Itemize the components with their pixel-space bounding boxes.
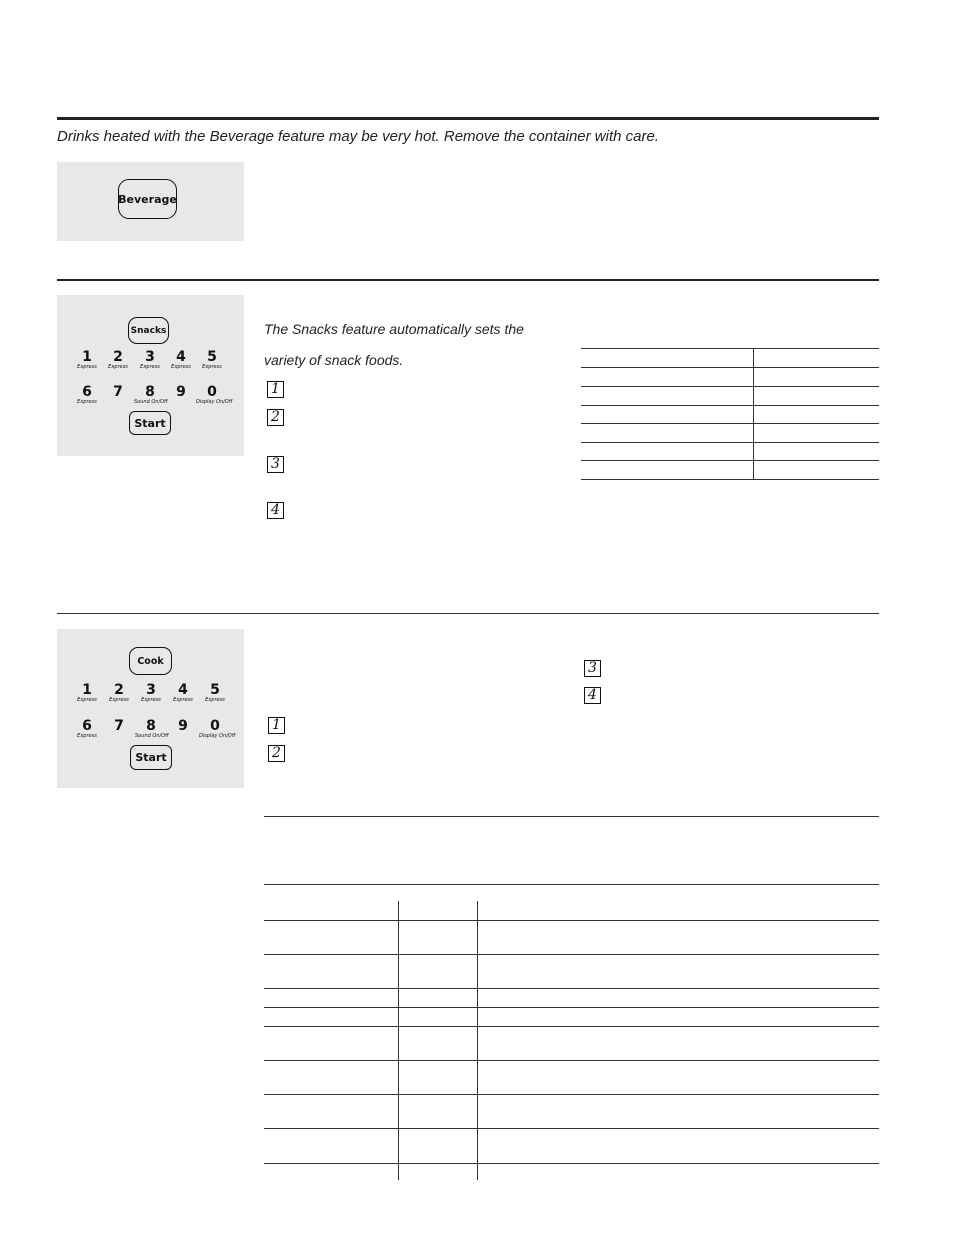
table-row [264,920,879,921]
snacks-step-1-icon: 1 [267,381,284,398]
keypad-key-1[interactable]: 1 Express [77,349,97,370]
start-button[interactable]: Start [129,411,171,435]
cook-subsection-rule [264,816,879,817]
table-row [264,884,879,885]
table-row [264,988,879,989]
table-column-divider [398,901,399,1180]
table-row [264,1007,879,1008]
keypad-key-9[interactable]: 9 [176,384,186,400]
keypad-key-6[interactable]: 6 Express [77,718,97,739]
table-row [264,1163,879,1164]
cook-table [264,884,879,1180]
snacks-table [581,348,879,480]
cook-step-2-icon: 2 [268,745,285,762]
keypad-key-5[interactable]: 5 Express [202,349,222,370]
snacks-step-2-icon: 2 [267,409,284,426]
snacks-section-rule [57,279,879,281]
snacks-keypad-panel [57,295,244,456]
table-row [581,423,879,424]
beverage-button[interactable]: Beverage [118,179,177,219]
table-row [264,1128,879,1129]
table-row [264,1060,879,1061]
table-row [264,1094,879,1095]
beverage-keypad-panel [57,162,244,241]
cook-button[interactable]: Cook [129,647,172,675]
start-button[interactable]: Start [130,745,172,770]
table-row [581,479,879,480]
keypad-key-3[interactable]: 3 Express [141,682,161,703]
table-row [581,405,879,406]
beverage-caution-text: Drinks heated with the Beverage feature may be very hot. Remove the container with care. [57,128,659,145]
table-row [581,367,879,368]
keypad-key-5[interactable]: 5 Express [205,682,225,703]
keypad-key-8[interactable]: 8 Sound On/Off [135,718,169,739]
cook-step-3-icon: 3 [584,660,601,677]
keypad-key-7[interactable]: 7 [114,718,124,734]
snacks-intro-line-1: The Snacks feature automatically sets the [264,321,524,337]
keypad-key-1[interactable]: 1 Express [77,682,97,703]
cook-keypad-panel [57,629,244,788]
table-column-divider [477,901,478,1180]
cook-step-1-icon: 1 [268,717,285,734]
keypad-key-4[interactable]: 4 Express [173,682,193,703]
keypad-key-6[interactable]: 6 Express [77,384,97,405]
keypad-key-9[interactable]: 9 [178,718,188,734]
keypad-key-4[interactable]: 4 Express [171,349,191,370]
snacks-button[interactable]: Snacks [128,317,169,344]
table-column-divider [753,348,754,479]
table-row [581,460,879,461]
table-row [581,442,879,443]
cook-step-4-icon: 4 [584,687,601,704]
keypad-key-0[interactable]: 0 Display On/Off [196,384,233,405]
table-row [264,954,879,955]
table-row [264,1026,879,1027]
keypad-key-7[interactable]: 7 [113,384,123,400]
cook-section-rule [57,613,879,614]
table-row [581,386,879,387]
keypad-key-2[interactable]: 2 Express [109,682,129,703]
snacks-step-3-icon: 3 [267,456,284,473]
keypad-key-8[interactable]: 8 Sound On/Off [134,384,168,405]
snacks-intro-line-2: variety of snack foods. [264,352,404,368]
snacks-step-4-icon: 4 [267,502,284,519]
keypad-key-3[interactable]: 3 Express [140,349,160,370]
top-section-rule [57,117,879,120]
keypad-key-0[interactable]: 0 Display On/Off [199,718,236,739]
keypad-key-2[interactable]: 2 Express [108,349,128,370]
table-row [581,348,879,349]
